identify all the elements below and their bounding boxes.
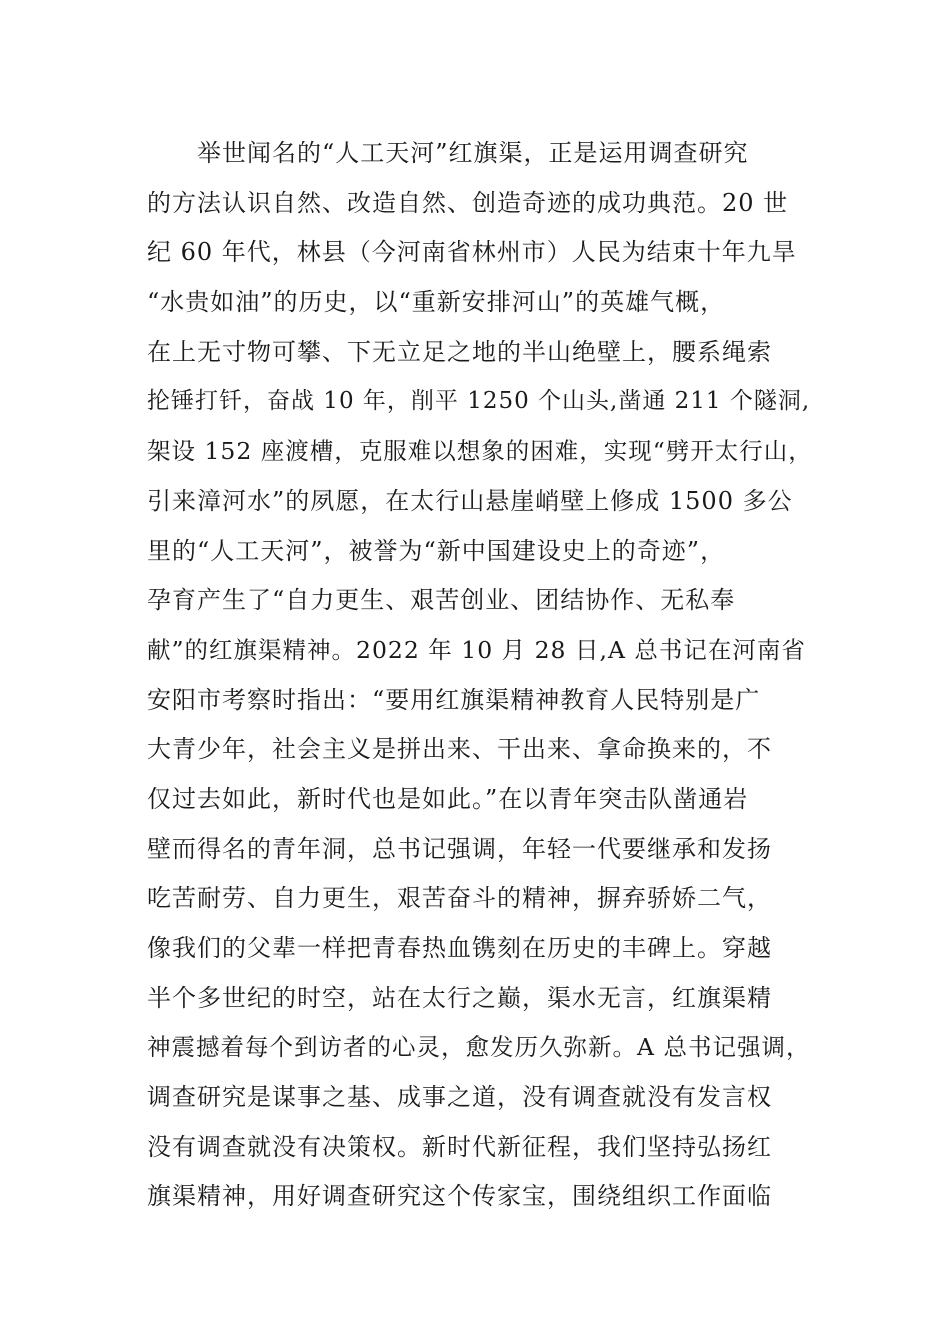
text-line-16: 吃苦耐劳、自力更生，艰苦奋斗的精神，摒弃骄娇二气，	[147, 884, 772, 913]
text-line-1: 举世闻名的“人工天河”红旗渠，正是运用调查研究	[197, 139, 749, 167]
text-line-9: 里的“人工天河”，被誉为“新中国建设史上的奇迹”，	[147, 536, 726, 565]
text-line-10: 孕育产生了“自力更生、艰苦创业、团结协作、无私奉	[147, 586, 736, 615]
text-line-17: 像我们的父辈一样把青春热血镌刻在历史的丰碑上。穿越	[147, 934, 772, 962]
text-line-6: 抡锤打钎，奋战 10 年，削平 1250 个山头,凿通 211 个隧洞,	[147, 388, 811, 415]
text-line-22: 旗渠精神，用好调查研究这个传家宝，围绕组织工作面临	[147, 1182, 772, 1211]
text-line-7: 架设 152 座渡槽，克服难以想象的困难，实现“劈开太行山，	[147, 437, 813, 466]
text-line-15: 壁而得名的青年洞，总书记强调，年轻一代要继承和发扬	[147, 834, 772, 863]
text-line-13: 大青少年，社会主义是拼出来、干出来、拿命换来的，不	[147, 735, 772, 764]
text-line-4: “水贵如油”的历史，以“重新安排河山”的英雄气概，	[147, 288, 726, 317]
text-line-12: 安阳市考察时指出：“要用红旗渠精神教育人民特别是广	[147, 685, 761, 714]
text-line-20: 调查研究是谋事之基、成事之道，没有调查就没有发言权	[147, 1083, 772, 1112]
text-line-19: 神震撼着每个到访者的心灵，愈发历久弥新。A 总书记强调，	[147, 1033, 811, 1062]
text-line-14: 仅过去如此，新时代也是如此。”在以青年突击队凿通岩	[147, 784, 749, 813]
body-paragraph	[147, 131, 817, 1224]
text-line-5: 在上无寸物可攀、下无立足之地的半山绝壁上，腰系绳索	[147, 337, 772, 366]
text-line-3: 纪 60 年代，林县（今河南省林州市）人民为结束十年九旱	[147, 238, 797, 267]
text-line-8: 引来漳河水”的夙愿，在太行山悬崖峭壁上修成 1500 多公	[147, 486, 793, 515]
text-line-18: 半个多世纪的时空，站在太行之巅，渠水无言，红旗渠精	[147, 983, 772, 1012]
text-line-11: 献”的红旗渠精神。2022 年 10 月 28 日,A 总书记在河南省	[147, 635, 806, 664]
text-line-21: 没有调查就没有决策权。新时代新征程，我们坚持弘扬红	[147, 1132, 772, 1161]
text-line-2: 的方法认识自然、改造自然、创造奇迹的成功典范。20 世	[147, 188, 789, 217]
